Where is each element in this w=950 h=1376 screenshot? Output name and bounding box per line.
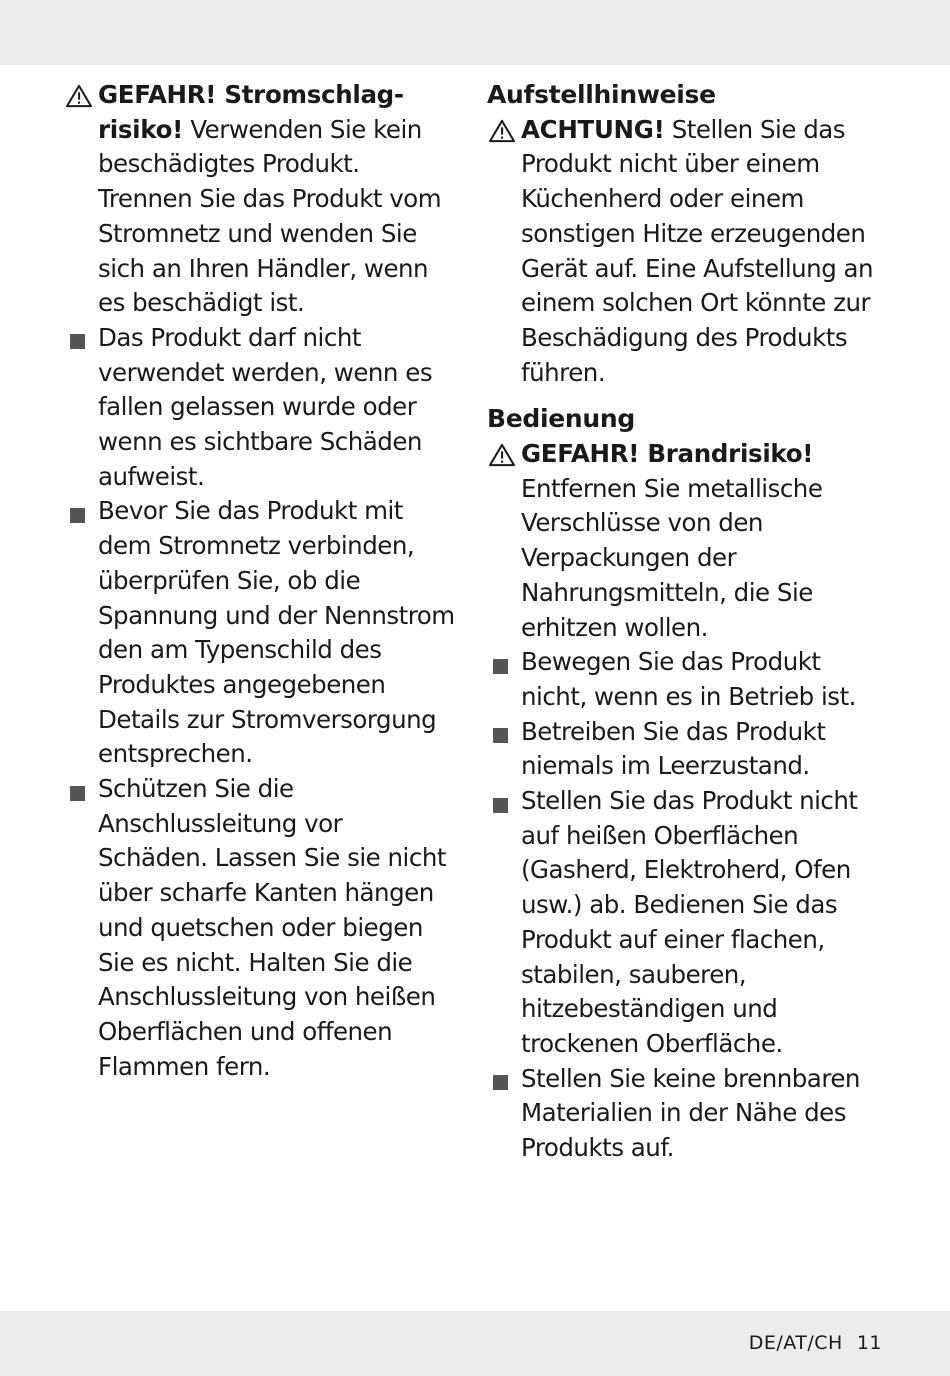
warning-triangle-icon [487, 119, 517, 143]
list-item-text: Stellen Sie das Produkt nicht auf heißen Oberflächen (Gasherd, Elektroherd, Ofen usw.) ab. Bedienen Sie das Produkt auf einer flachen, stabilen, sauberen, hitzebeständigen und trockenen Oberfläche. [521, 786, 858, 1058]
list-item [64, 494, 456, 772]
bullet-square-icon [493, 798, 508, 813]
warning-label: GEFAHR! Stromschlag- [98, 80, 404, 109]
list-item-text: Betreiben Sie das Produkt niemals im Leerzustand. [521, 716, 826, 781]
list-item-text: Stellen Sie keine brennbaren Materialien in der Nähe des Produkts auf. [521, 1063, 860, 1163]
left-column [64, 78, 456, 1084]
list-item-text: Das Produkt darf nicht verwendet werden, wenn es fallen gelassen wurde oder wenn es sichtbare Schäden aufweist. [98, 322, 433, 491]
warning-text: Stellen Sie das Produkt nicht über einem Küchenherd oder einem sonstigen Hitze erzeugenden Gerät auf. Eine Aufstellung an einem solchen Ort könnte zur Beschädigung des Produkts führen. [521, 114, 874, 387]
footer-locale: DE/AT/CH [748, 1332, 843, 1354]
list-item-text: Schützen Sie die Anschlussleitung vor Schäden. Lassen Sie sie nicht über scharfe Kanten hängen und quetschen oder biegen Sie es nicht. Halten Sie die Anschlussleitung von heißen Oberflächen und offenen Flammen fern. [98, 774, 446, 1081]
warning-triangle-icon [487, 443, 517, 467]
list-item-text: Bewegen Sie das Produkt nicht, wenn es in Betrieb ist. [521, 647, 856, 711]
warning-label-cont: risiko! [98, 114, 184, 144]
bullet-square-icon [70, 786, 85, 801]
bullet-square-icon [493, 1075, 508, 1090]
page-number: 11 [856, 1332, 882, 1354]
list-item-text: Bevor Sie das Produkt mit dem Stromnetz verbinden, überprüfen Sie, ob die Spannung und der Nennstrom den am Typenschild des Produktes angegebenen Details zur Stromversorgung entsprechen. [98, 496, 455, 769]
bullet-square-icon [493, 728, 508, 743]
warning-electric-shock [64, 78, 456, 321]
page-footer [749, 1332, 882, 1354]
list-item [487, 645, 887, 714]
header-band [0, 0, 950, 65]
list-item [64, 321, 456, 495]
warning-text: Verwenden Sie kein beschädigtes Produkt. Trennen Sie das Produkt vom Stromnetz und wenden Sie sich an Ihren Händler, wenn es beschädigt ist. [98, 114, 442, 318]
warning-label: ACHTUNG! [521, 114, 665, 144]
bullet-square-icon [493, 659, 508, 674]
section-heading-aufstellhinweise: Aufstellhinweise [487, 80, 716, 109]
list-item [64, 772, 456, 1084]
bullet-square-icon [70, 334, 85, 349]
warning-label: GEFAHR! Brandrisiko! [521, 439, 814, 469]
warning-fire-risk [487, 437, 887, 645]
list-item [487, 1062, 887, 1166]
right-column [487, 78, 887, 1166]
warning-triangle-icon [64, 84, 94, 108]
warning-text: Entfernen Sie metallische Verschlüsse von den Verpackungen der Nahrungsmitteln, die Sie erhitzen wollen. [521, 473, 823, 642]
list-item [487, 715, 887, 784]
list-item [487, 784, 887, 1062]
warning-caution [487, 113, 887, 391]
section-heading-bedienung: Bedienung [487, 404, 636, 434]
bullet-square-icon [70, 508, 85, 523]
